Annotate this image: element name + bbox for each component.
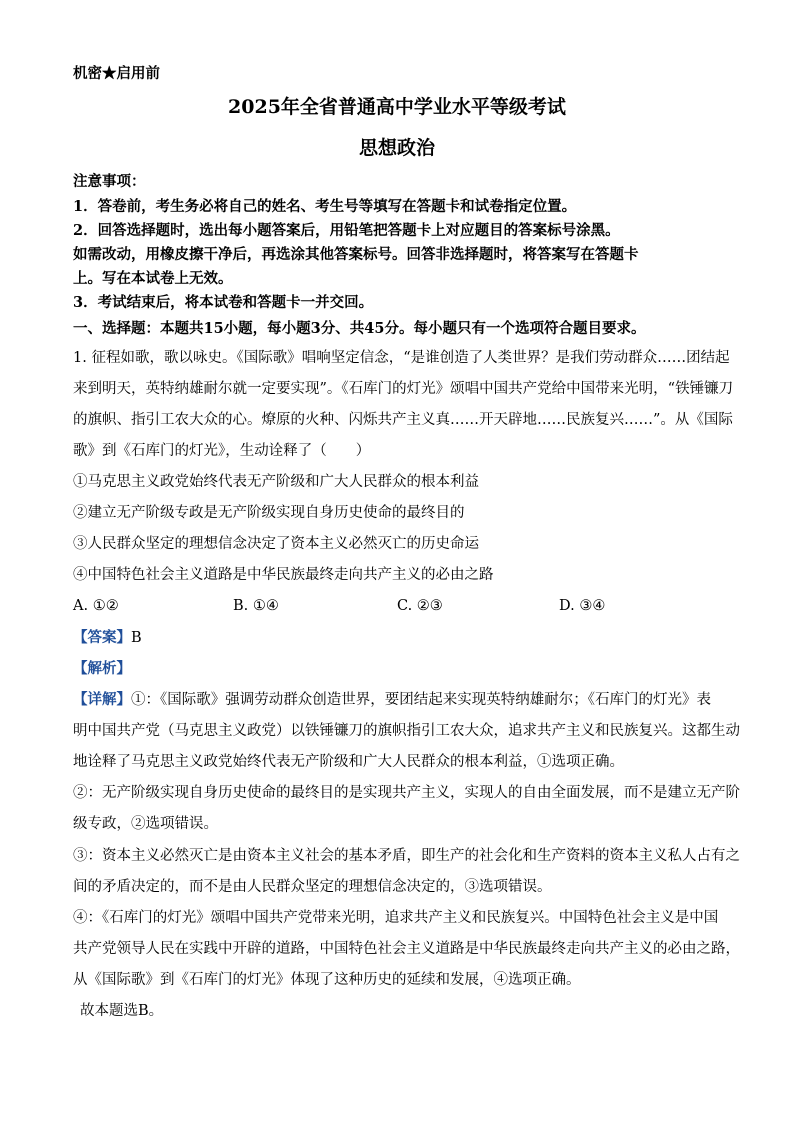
subject-title: 思想政治 xyxy=(358,137,435,159)
notice-item: 上。写在本试卷上无效。 xyxy=(73,270,233,287)
section-heading: 一、选择题：本题共15小题，每小题3分、共45分。每小题只有一个选项符合题目要求。 xyxy=(73,320,646,337)
option-a: A. ①② xyxy=(73,598,119,614)
notice-item: 3．考试结束后，将本试卷和答题卡一并交回。 xyxy=(73,294,374,311)
statement-1: ①马克思主义政党始终代表无产阶级和广大人民群众的根本利益 xyxy=(73,474,479,490)
question-stem-line: 歌》到《石库门的灯光》，生动诠释了（ ） xyxy=(73,443,371,459)
statement-4: ④中国特色社会主义道路是中华民族最终走向共产主义的必由之路 xyxy=(73,567,494,583)
answer-value: B xyxy=(131,630,142,646)
detail-line: ②：无产阶级实现自身历史使命的最终目的是实现共产主义，实现人的自由全面发展，而不是建立无产阶 xyxy=(73,785,740,801)
notice-item: 1．答卷前，考生务必将自己的姓名、考生号等填写在答题卡和试卷指定位置。 xyxy=(73,198,577,215)
question-stem-line: 1. 征程如歌，歌以咏史。《国际歌》唱响坚定信念，“是谁创造了人类世界？是我们劳动群众……团结起 xyxy=(73,350,730,366)
exam-title: 2025年全省普通高中学业水平等级考试 xyxy=(228,96,566,118)
detail-line: 从《国际歌》到《石库门的灯光》体现了这种历史的延续和发展，④选项正确。 xyxy=(73,972,581,988)
detail-line: 间的矛盾决定的，而不是由人民群众坚定的理想信念决定的，③选项错误。 xyxy=(73,879,552,895)
notice-item: 2．回答选择题时，选出每小题答案后，用铅笔把答题卡上对应题目的答案标号涂黑。 xyxy=(73,222,620,239)
detail-line: 明中国共产党（马克思主义政党）以铁锤镰刀的旗帜指引工农大众，追求共产主义和民族复兴。这都生动 xyxy=(73,723,740,739)
question-stem-line: 的旗帜、指引工农大众的心。燎原的火种、闪烁共产主义真……开天辟地……民族复兴……”。从《国际 xyxy=(73,412,733,428)
detail-line: 共产党领导人民在实践中开辟的道路，中国特色社会主义道路是中华民族最终走向共产主义的必由之路， xyxy=(73,941,740,957)
analysis-label xyxy=(73,658,131,680)
option-d: D. ③④ xyxy=(559,598,606,614)
notice-item: 如需改动，用橡皮擦干净后，再选涂其他答案标号。回答非选择题时，将答案写在答题卡 xyxy=(73,246,639,263)
question-stem-line: 来到明天，英特纳雄耐尔就一定要实现”。《石库门的灯光》颂唱中国共产党给中国带来光明，“铁锤镰刀 xyxy=(73,381,734,397)
secret-mark: 机密★启用前 xyxy=(73,65,160,82)
detail-line: ④：《石库门的灯光》颂唱中国共产党带来光明，追求共产主义和民族复兴。中国特色社会主义是中国 xyxy=(73,910,719,926)
notice-heading: 注意事项： xyxy=(73,173,146,190)
detail-line: 地诠释了马克思主义政党始终代表无产阶级和广大人民群众的根本利益，①选项正确。 xyxy=(73,754,624,770)
detail-label: 【详解】 xyxy=(73,691,131,708)
statement-3: ③人民群众坚定的理想信念决定了资本主义必然灭亡的历史命运 xyxy=(73,536,479,552)
option-c: C. ②③ xyxy=(397,598,443,614)
detail-line: 级专政，②选项错误。 xyxy=(73,816,218,832)
answer-line xyxy=(73,627,142,649)
conclusion: 故本题选B。 xyxy=(80,1003,164,1019)
detail-text: ①：《国际歌》强调劳动群众创造世界，要团结起来实现英特纳雄耐尔；《石库门的灯光》表 xyxy=(131,692,711,708)
detail-line: ③：资本主义必然灭亡是由资本主义社会的基本矛盾，即生产的社会化和生产资料的资本主义私人占有之 xyxy=(73,848,740,864)
detail-line xyxy=(73,689,711,711)
option-b: B. ①④ xyxy=(233,598,279,614)
analysis-tag: 【解析】 xyxy=(73,660,131,677)
answer-label: 【答案】 xyxy=(73,629,131,646)
statement-2: ②建立无产阶级专政是无产阶级实现自身历史使命的最终目的 xyxy=(73,505,465,521)
